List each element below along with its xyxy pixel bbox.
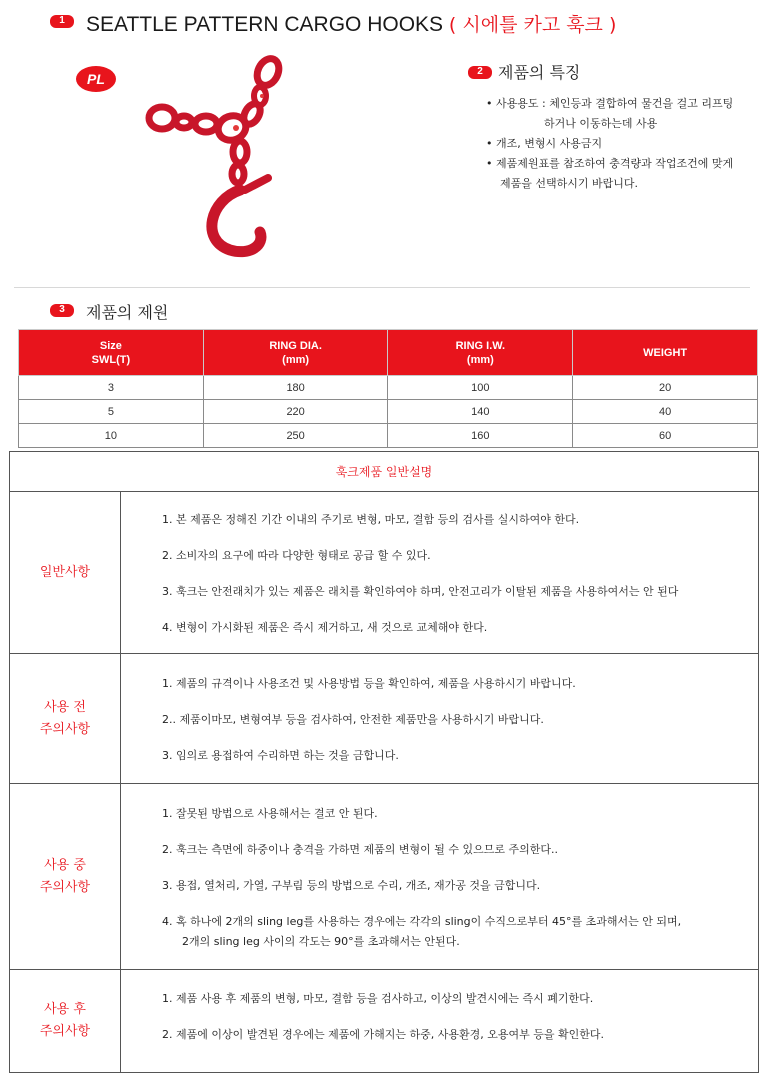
description-item: 2. 소비자의 요구에 따라 다양한 형태로 공급 할 수 있다. (162, 549, 431, 562)
section-body (121, 970, 758, 1072)
table-cell: 250 (203, 424, 388, 448)
description-section (10, 784, 758, 970)
description-item: 1. 본 제품은 정해진 기간 이내의 주기로 변형, 마모, 결함 등의 검사를 실시하여야 한다. (162, 513, 580, 526)
cargo-hook-image (140, 50, 290, 265)
features-title: 제품의 특징 (498, 63, 581, 82)
table-cell: 160 (388, 424, 573, 448)
section-body (121, 492, 758, 653)
table-cell: 180 (203, 376, 388, 400)
table-cell: 140 (388, 400, 573, 424)
table-row (19, 400, 758, 424)
section-body (121, 654, 758, 783)
description-item: 3. 용접, 열처리, 가열, 구부림 등의 방법으로 수리, 개조, 재가공 것을 금합니다. (162, 879, 541, 892)
description-item: 1. 제품의 규격이나 사용조건 및 사용방법 등을 확인하여, 제품을 사용하시기 바랍니다. (162, 677, 576, 690)
features-list (486, 94, 766, 194)
description-item: 1. 잘못된 방법으로 사용해서는 결코 안 된다. (162, 807, 378, 820)
section-number-badge: 2 (468, 66, 492, 79)
page-title-korean: ( 시에틀 카고 훅크 ) (448, 14, 617, 36)
list-item (486, 154, 766, 194)
description-item: 3. 임의로 용접하여 수리하면 하는 것을 금합니다. (162, 749, 399, 762)
description-item: 2. 훅크는 측면에 하중이나 충격을 가하면 제품의 변형이 될 수 있으므로 주의한다.. (162, 843, 558, 856)
section-label: 사용 후 주의사항 (10, 970, 121, 1072)
pl-logo: PL (76, 66, 116, 92)
feature-line: • 사용용도 : 체인등과 결합하여 물건을 걸고 리프팅 (496, 97, 734, 110)
list-item (486, 134, 766, 154)
section-body (121, 784, 758, 969)
description-item: 4. 혹 하나에 2개의 sling leg를 사용하는 경우에는 각각의 sling이 수직으로부터 45°를 초과해서는 안 되며, 2개의 sling leg 사이의 각도는 90°를 초과해서는 안된다. (162, 915, 758, 949)
description-section (10, 492, 758, 654)
table-row (19, 424, 758, 448)
description-item: 2.. 제품이마모, 변형여부 등을 검사하여, 안전한 제품만을 사용하시기 바랍니다. (162, 713, 544, 726)
table-cell: 100 (388, 376, 573, 400)
table-cell: 20 (573, 376, 758, 400)
description-item: 3. 훅크는 안전래치가 있는 제품은 래치를 확인하여야 하며, 안전고리가 이탈된 제품을 사용하여서는 안 된다 (162, 585, 679, 598)
description-item: 4. 변형이 가시화된 제품은 즉시 제거하고, 새 것으로 교체해야 한다. (162, 621, 488, 634)
description-section (10, 654, 758, 784)
feature-line: • 제품제원표를 참조하여 충격량과 작업조건에 맞게 (496, 157, 734, 170)
section-number-badge: 3 (50, 304, 74, 317)
feature-line: 하거나 이동하는데 사용 (544, 117, 658, 130)
column-header: WEIGHT (573, 330, 758, 376)
feature-line: • 개조, 변형시 사용금지 (496, 137, 603, 150)
section-label: 사용 전 주의사항 (10, 654, 121, 783)
description-item-continuation: 2개의 sling leg 사이의 각도는 90°를 초과해서는 안된다. (182, 935, 460, 948)
column-header: RING I.W. (mm) (388, 330, 573, 376)
description-section (10, 970, 758, 1072)
general-description-box (9, 451, 759, 1073)
table-cell: 220 (203, 400, 388, 424)
section-number-badge: 1 (50, 15, 74, 28)
divider (14, 287, 750, 288)
specs-title: 제품의 제원 (86, 303, 169, 322)
page-title (86, 10, 616, 37)
table-cell: 10 (19, 424, 204, 448)
table-cell: 5 (19, 400, 204, 424)
list-item (486, 94, 766, 134)
table-row (19, 376, 758, 400)
column-header: Size SWL(T) (19, 330, 204, 376)
table-cell: 3 (19, 376, 204, 400)
description-item: 1. 제품 사용 후 제품의 변형, 마모, 결함 등을 검사하고, 이상의 발견시에는 즉시 폐기한다. (162, 992, 594, 1005)
table-cell: 40 (573, 400, 758, 424)
table-cell: 60 (573, 424, 758, 448)
section-label: 사용 중 주의사항 (10, 784, 121, 969)
table-header-row (19, 330, 758, 376)
specs-table (18, 329, 758, 448)
page-title-english: SEATTLE PATTERN CARGO HOOKS (86, 13, 444, 36)
column-header: RING DIA. (mm) (203, 330, 388, 376)
section-label: 일반사항 (10, 492, 121, 653)
feature-line: 제품을 선택하시기 바랍니다. (500, 177, 639, 190)
description-title: 훅크제품 일반설명 (10, 452, 758, 492)
description-item: 2. 제품에 이상이 발견된 경우에는 제품에 가해지는 하중, 사용환경, 오용여부 등을 확인한다. (162, 1028, 604, 1041)
